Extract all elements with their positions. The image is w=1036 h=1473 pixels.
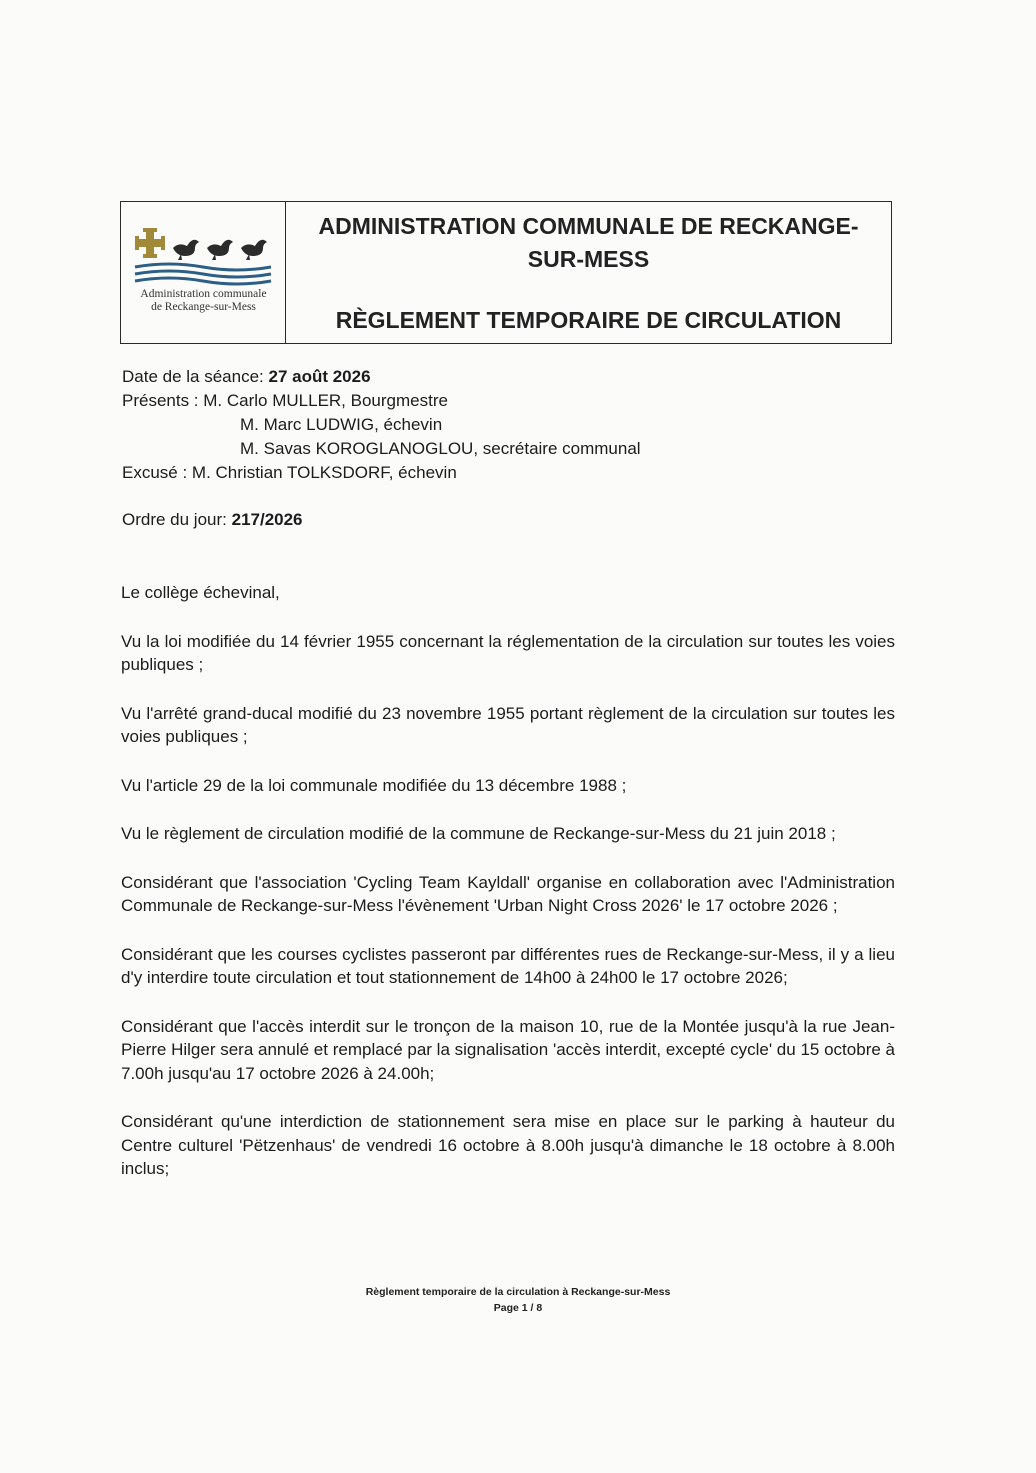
agenda-number: 217/2026: [231, 510, 303, 529]
agenda-item: [122, 508, 303, 532]
excused-row: [122, 461, 641, 485]
present-member: M. Carlo MULLER, Bourgmestre: [203, 391, 448, 410]
paragraph: Considérant que les courses cyclistes passeront par différentes rues de Reckange-sur-Mess, il y a lieu d'y interdire toute circulation et tout stationnement de 14h00 à 24h00 le 17 octobre 2026;: [121, 944, 895, 987]
presents-label: Présents :: [122, 391, 204, 410]
paragraph: Vu l'article 29 de la loi communale modifiée du 13 décembre 1988 ;: [121, 775, 627, 795]
date-value: 27 août 2026: [268, 367, 371, 386]
present-member: M. Savas KOROGLANOGLOU, secrétaire communal: [240, 439, 641, 458]
title-cell: [286, 202, 891, 343]
college-line: Le collège échevinal,: [121, 583, 280, 602]
paragraph: Considérant qu'une interdiction de stationnement sera mise en place sur le parking à hauteur du Centre culturel 'Pëtzenhaus' de vendredi 16 octobre à 8.00h jusqu'à dimanche le 18 octobre à 8.00h inclus;: [121, 1112, 895, 1178]
presents-row: [122, 389, 641, 413]
footer-title: Règlement temporaire de la circulation à Reckange-sur-Mess: [365, 1286, 671, 1298]
paragraph: Vu la loi modifiée du 14 février 1955 concernant la réglementation de la circulation sur toutes les voies publiques ;: [121, 631, 895, 674]
logo-caption-line2: de Reckange-sur-Mess: [151, 301, 256, 313]
paragraph: Considérant que l'accès interdit sur le tronçon de la maison 10, rue de la Montée jusqu'à la rue Jean-Pierre Hilger sera annulé et remplacé par la signalisation 'accès interdit, excepté cycle' du 15 octobre à 7.00h jusqu'au 17 octobre 2026 à 24.00h;: [121, 1016, 895, 1083]
excused-label: Excusé :: [122, 463, 192, 482]
paragraph: Vu le règlement de circulation modifié de la commune de Reckange-sur-Mess du 21 juin 2018 ;: [121, 824, 836, 843]
regulation-title: RÈGLEMENT TEMPORAIRE DE CIRCULATION: [335, 307, 842, 333]
page-footer: [0, 1284, 1036, 1316]
page-number: Page 1 / 8: [493, 1302, 543, 1314]
logo-cell: [121, 202, 286, 343]
excused-member: M. Christian TOLKSDORF, échevin: [191, 463, 457, 482]
present-member: M. Marc LUDWIG, échevin: [240, 415, 443, 434]
date-label: Date de la séance:: [122, 367, 269, 386]
paragraph: Considérant que l'association 'Cycling Team Kayldall' organise en collaboration avec l'Administration Communale de Reckange-sur-Mess l'évènement 'Urban Night Cross 2026' le 17 octobre 2026 ;: [121, 872, 895, 915]
commune-logo-icon: [133, 220, 275, 286]
document-body: [121, 581, 895, 1206]
logo-caption: [121, 288, 286, 314]
agenda-label: Ordre du jour:: [122, 510, 232, 529]
administration-title: ADMINISTRATION COMMUNALE DE RECKANGE-SUR-MESS: [318, 213, 859, 272]
document-header: [120, 201, 892, 344]
logo-caption-line1: Administration communale: [140, 288, 267, 300]
paragraph: Vu l'arrêté grand-ducal modifié du 23 novembre 1955 portant règlement de la circulation sur toutes les voies publiques ;: [121, 703, 895, 746]
session-details: [122, 365, 641, 485]
session-date: [122, 365, 641, 389]
